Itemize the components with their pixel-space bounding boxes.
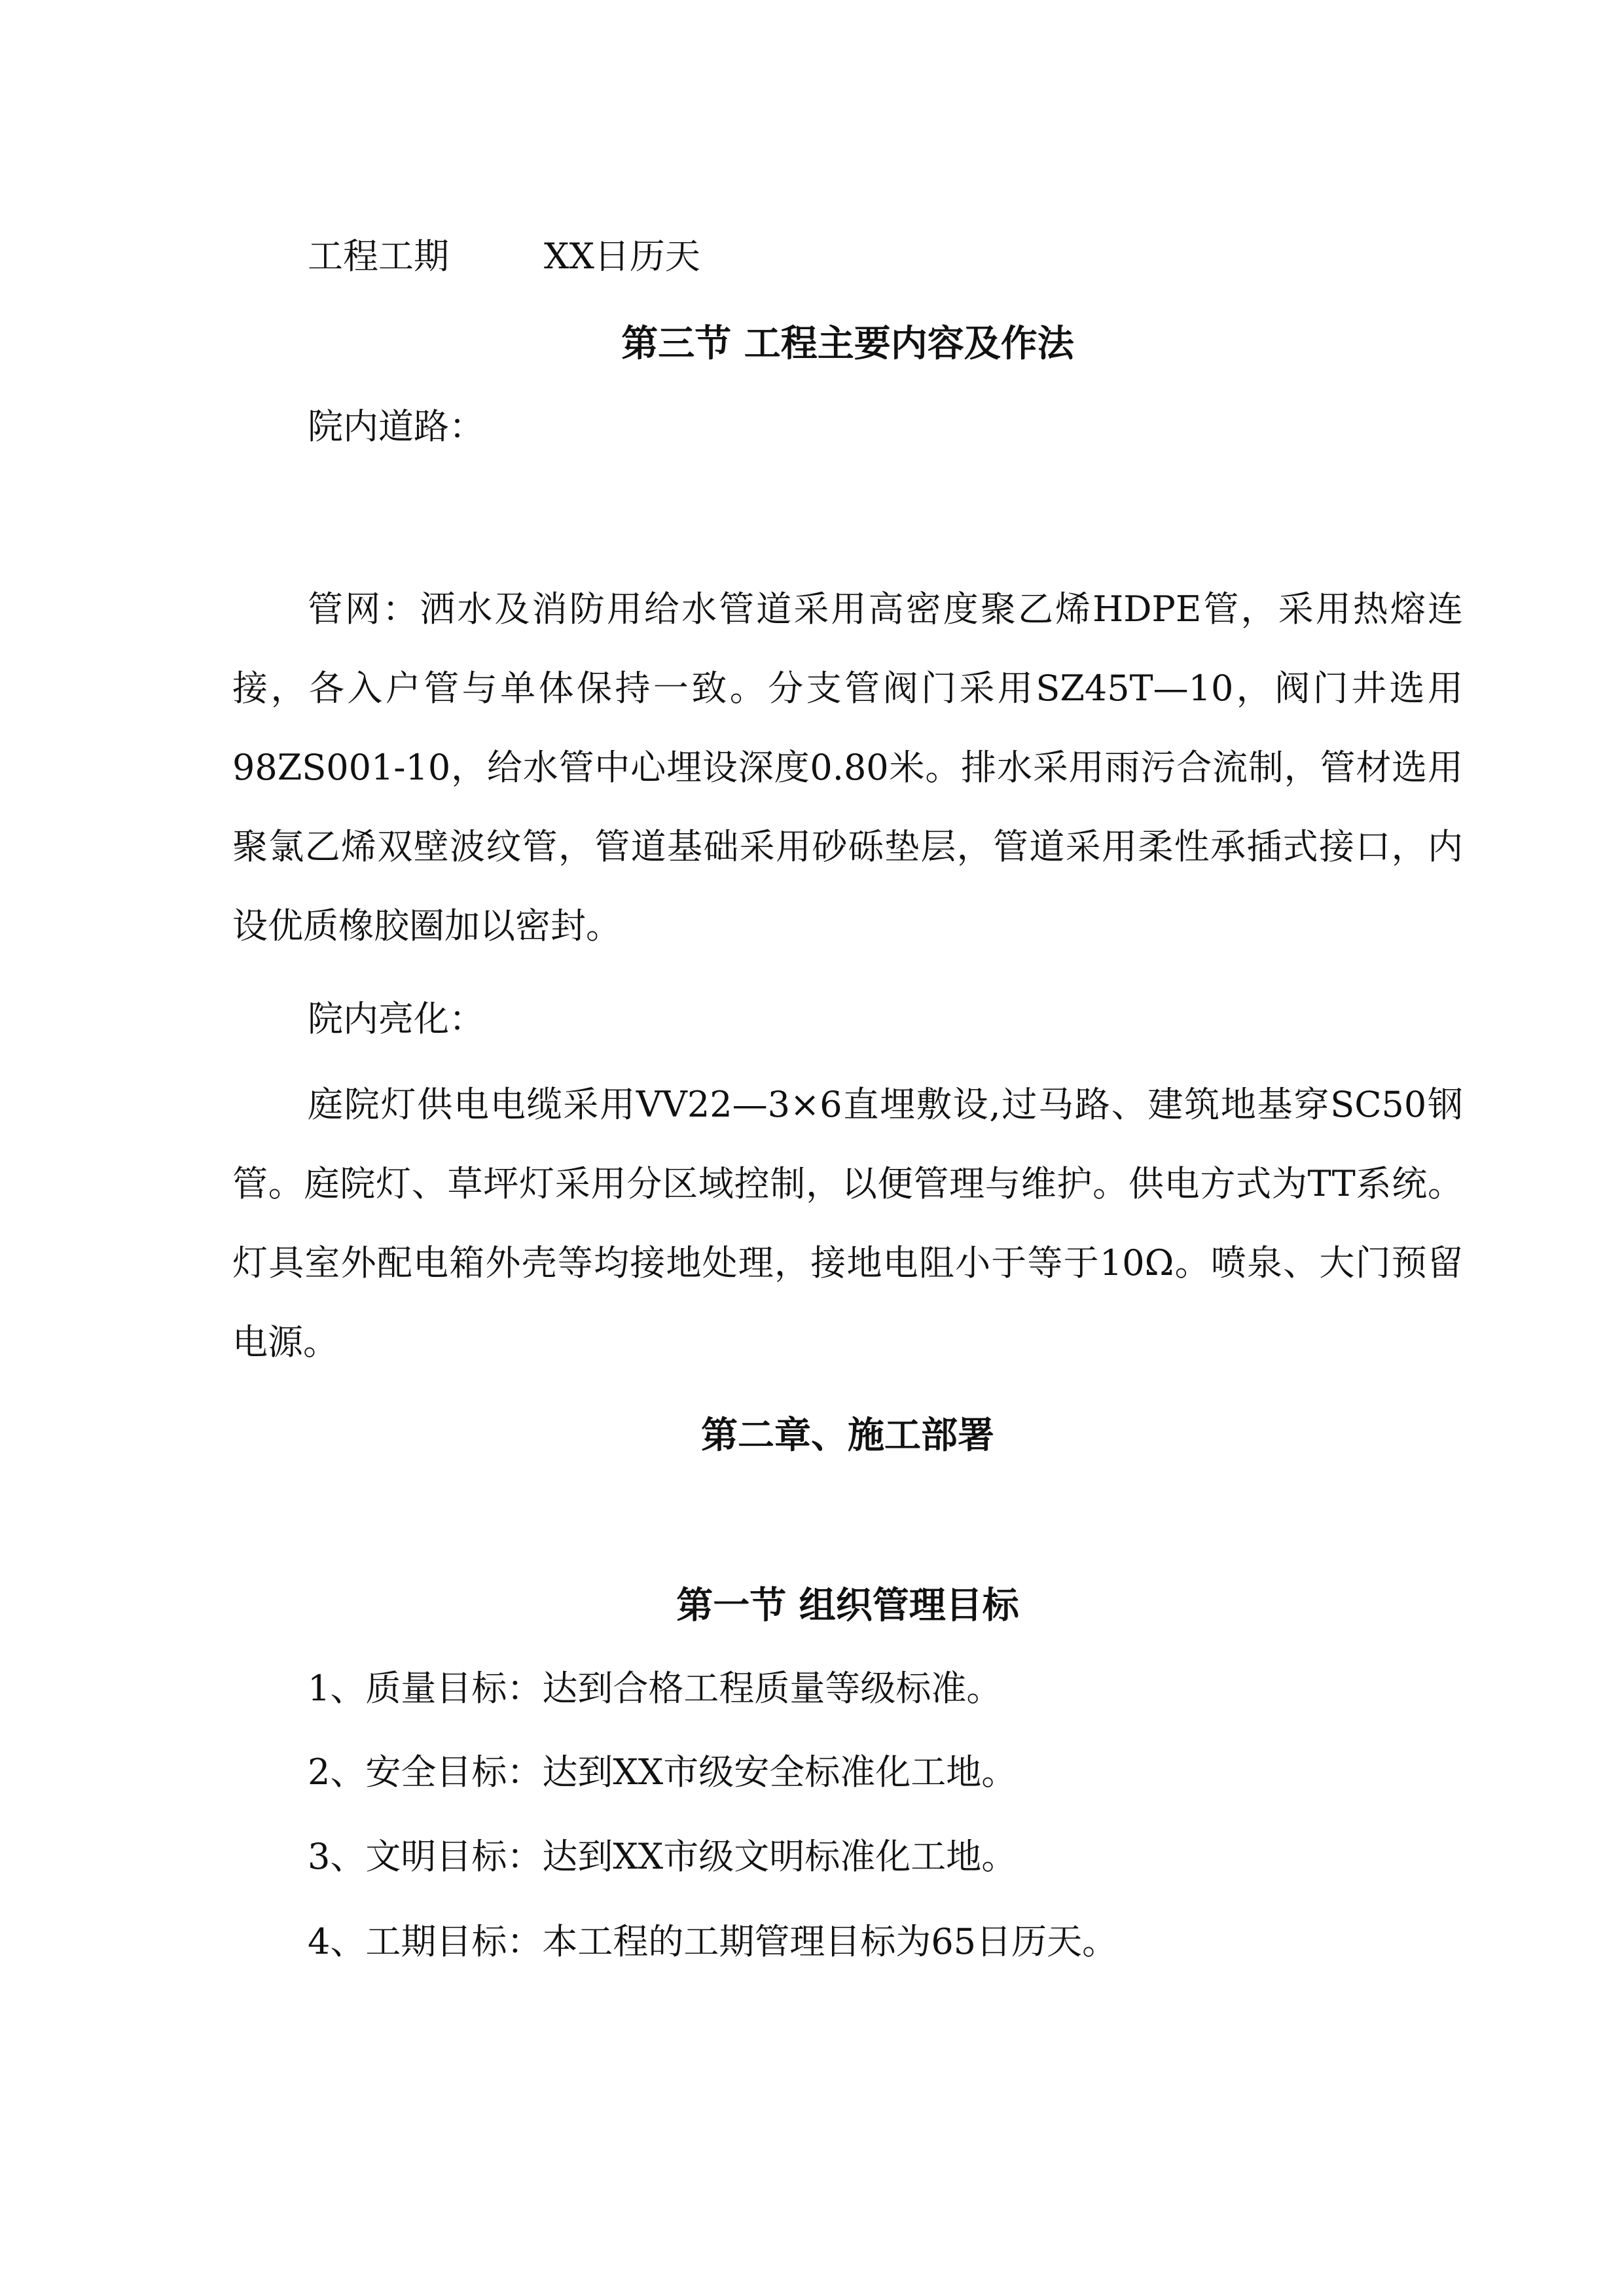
construction-period-label: 工程工期 (308, 236, 449, 277)
pipe-network-paragraph: 管网：洒水及消防用给水管道采用高密度聚乙烯HDPE管，采用热熔连接，各入户管与单体保持一致。分支管阀门采用SZ45T—10，阀门井选用98ZS001-10，给水管中心埋设深度0.80米。排水采用雨污合流制，管材选用聚氯乙烯双壁波纹管，管道基础采用砂砾垫层，管道采用柔性承插式接口，内设优质橡胶圈加以密封。 (232, 588, 1463, 946)
lighting-paragraph: 庭院灯供电电缆采用VV22—3×6直埋敷设,过马路、建筑地基穿SC50钢管。庭院灯、草坪灯采用分区域控制，以便管理与维护。供电方式为TT系统。灯具室外配电箱外壳等均接地处理，接地电阻小于等于10Ω。喷泉、大门预留电源。 (232, 1084, 1463, 1363)
goal-item-civilization: 3、文明目标：达到XX市级文明标准化工地。 (308, 1836, 1017, 1877)
road-label: 院内道路： (308, 406, 484, 447)
section-3-title: 第三节 工程主要内容及作法 (621, 322, 1074, 365)
chapter-2-title: 第二章、施工部署 (701, 1414, 994, 1457)
construction-period-value: XX日历天 (544, 236, 700, 277)
goal-item-safety: 2、安全目标：达到XX市级安全标准化工地。 (308, 1751, 1017, 1793)
goal-item-schedule: 4、工期目标：本工程的工期管理目标为65日历天。 (308, 1921, 1118, 1962)
goal-item-quality: 1、质量目标：达到合格工程质量等级标准。 (308, 1668, 1002, 1709)
section-1-title: 第一节 组织管理目标 (676, 1584, 1019, 1627)
construction-period-line (308, 236, 700, 278)
lighting-label: 院内亮化： (308, 998, 484, 1039)
